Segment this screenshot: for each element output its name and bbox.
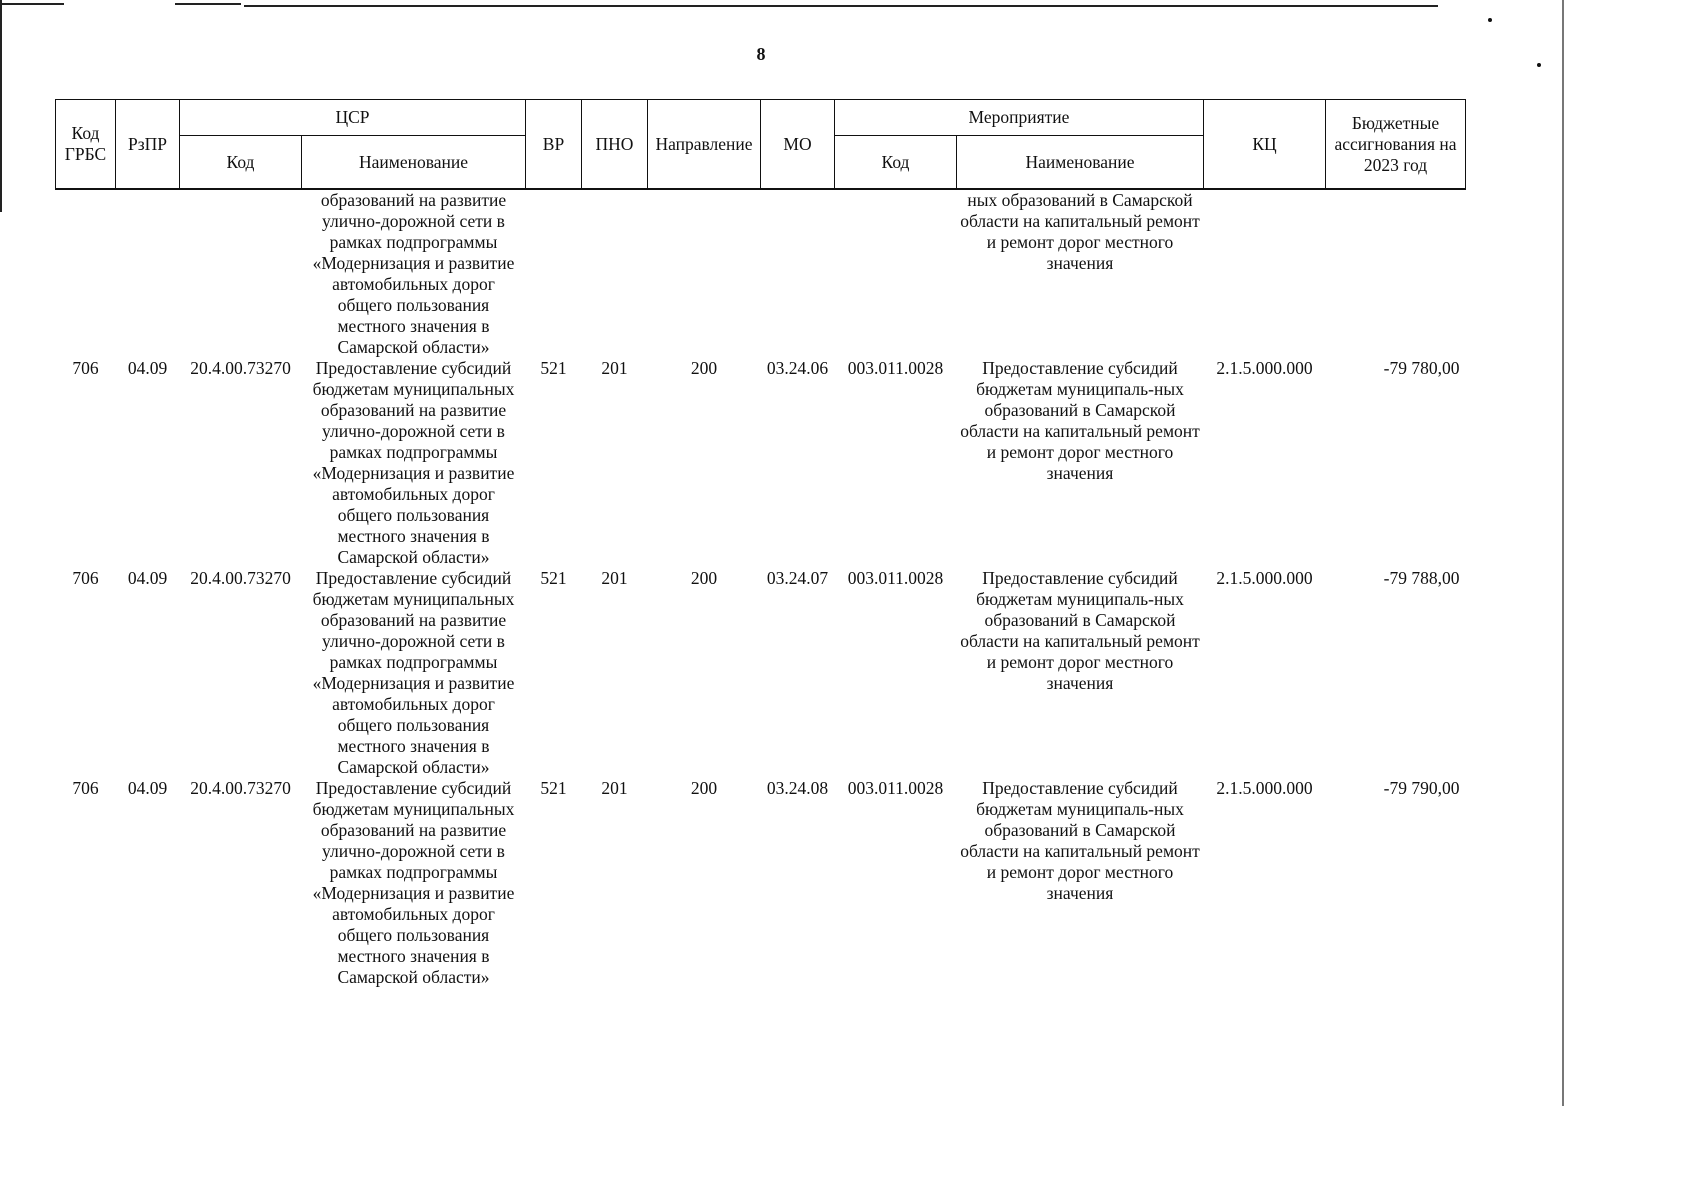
cell-csr-kod: 20.4.00.73270 [190,778,291,798]
cell-mo: 03.24.07 [766,568,829,588]
table-row [56,568,1466,778]
header-mer-name: Наименование [957,136,1204,190]
cell-pno: 201 [601,358,628,378]
header-kc: КЦ [1204,100,1326,190]
cell-mer-kod: 003.011.0028 [847,358,944,378]
scan-line-left [0,0,2,212]
cell-mer-name: Предоставление субсидий бюджетам муниципаль-ных образований в Самарской области на капитальный ремонт и ремонт дорог местного значения [960,568,1200,693]
cell-mo: 03.24.06 [766,358,829,378]
header-meropriyatie: Мероприятие [835,100,1204,136]
cell-grbs: 706 [72,568,99,588]
continuation-csr-name: образований на развитие улично-дорожной сети в рамках подпрограммы «Модернизация и развитие автомобильных дорог общего пользования местного значения в Самарской области» [312,190,515,357]
cell-mer-name: Предоставление субсидий бюджетам муниципаль-ных образований в Самарской области на капитальный ремонт и ремонт дорог местного значения [960,778,1200,903]
header-kod-grbs: Код ГРБС [56,100,116,190]
cell-mer-kod: 003.011.0028 [847,568,944,588]
table-header [56,100,1466,190]
header-csr-name: Наименование [302,136,526,190]
cell-napravlenie: 200 [690,568,718,588]
cell-rzpr: 04.09 [127,568,168,588]
header-csr-kod: Код [180,136,302,190]
cell-vr: 521 [540,778,567,798]
cell-napravlenie: 200 [690,358,718,378]
cell-amount: -79 790,00 [1383,778,1460,798]
cell-amount: -79 788,00 [1383,568,1460,588]
continuation-row [56,189,1466,358]
header-rzpr: РзПР [116,100,180,190]
scan-dot [1537,63,1541,67]
cell-mer-name: Предоставление субсидий бюджетам муниципаль-ных образований в Самарской области на капитальный ремонт и ремонт дорог местного значения [960,358,1200,483]
continuation-mer-name: ных образований в Самарской области на капитальный ремонт и ремонт дорог местного значения [960,190,1200,273]
header-mer-kod: Код [835,136,957,190]
cell-vr: 521 [540,358,567,378]
cell-rzpr: 04.09 [127,358,168,378]
cell-csr-kod: 20.4.00.73270 [190,568,291,588]
cell-pno: 201 [601,778,628,798]
header-csr: ЦСР [180,100,526,136]
cell-kc: 2.1.5.000.000 [1216,358,1313,378]
table-row [56,778,1466,988]
header-napravlenie: Направление [648,100,761,190]
cell-grbs: 706 [72,778,99,798]
cell-kc: 2.1.5.000.000 [1216,568,1313,588]
cell-csr-name: Предоставление субсидий бюджетам муниципальных образований на развитие улично-дорожной сети в рамках подпрограммы «Модернизация и развитие автомобильных дорог общего пользования местного значения в Самарской области» [312,568,515,777]
cell-napravlenie: 200 [690,778,718,798]
header-mo: МО [761,100,835,190]
cell-csr-kod: 20.4.00.73270 [190,358,291,378]
cell-csr-name: Предоставление субсидий бюджетам муниципальных образований на развитие улично-дорожной сети в рамках подпрограммы «Модернизация и развитие автомобильных дорог общего пользования местного значения в Самарской области» [312,778,515,987]
header-vr: ВР [526,100,582,190]
cell-mer-kod: 003.011.0028 [847,778,944,798]
scan-line-top [0,3,64,5]
cell-pno: 201 [601,568,628,588]
scan-dot [1488,18,1492,22]
header-pno: ПНО [582,100,648,190]
table-row [56,358,1466,568]
cell-vr: 521 [540,568,567,588]
header-budget: Бюджетные ассигнования на 2023 год [1326,100,1466,190]
budget-table [55,99,1466,988]
cell-kc: 2.1.5.000.000 [1216,778,1313,798]
cell-grbs: 706 [72,358,99,378]
scan-line-right [1562,0,1564,1106]
scan-line-top [175,3,241,5]
cell-amount: -79 780,00 [1383,358,1460,378]
cell-mo: 03.24.08 [766,778,829,798]
scan-line-top [244,5,1438,7]
cell-csr-name: Предоставление субсидий бюджетам муниципальных образований на развитие улично-дорожной сети в рамках подпрограммы «Модернизация и развитие автомобильных дорог общего пользования местного значения в Самарской области» [312,358,515,567]
cell-rzpr: 04.09 [127,778,168,798]
page-number: 8 [756,44,766,64]
